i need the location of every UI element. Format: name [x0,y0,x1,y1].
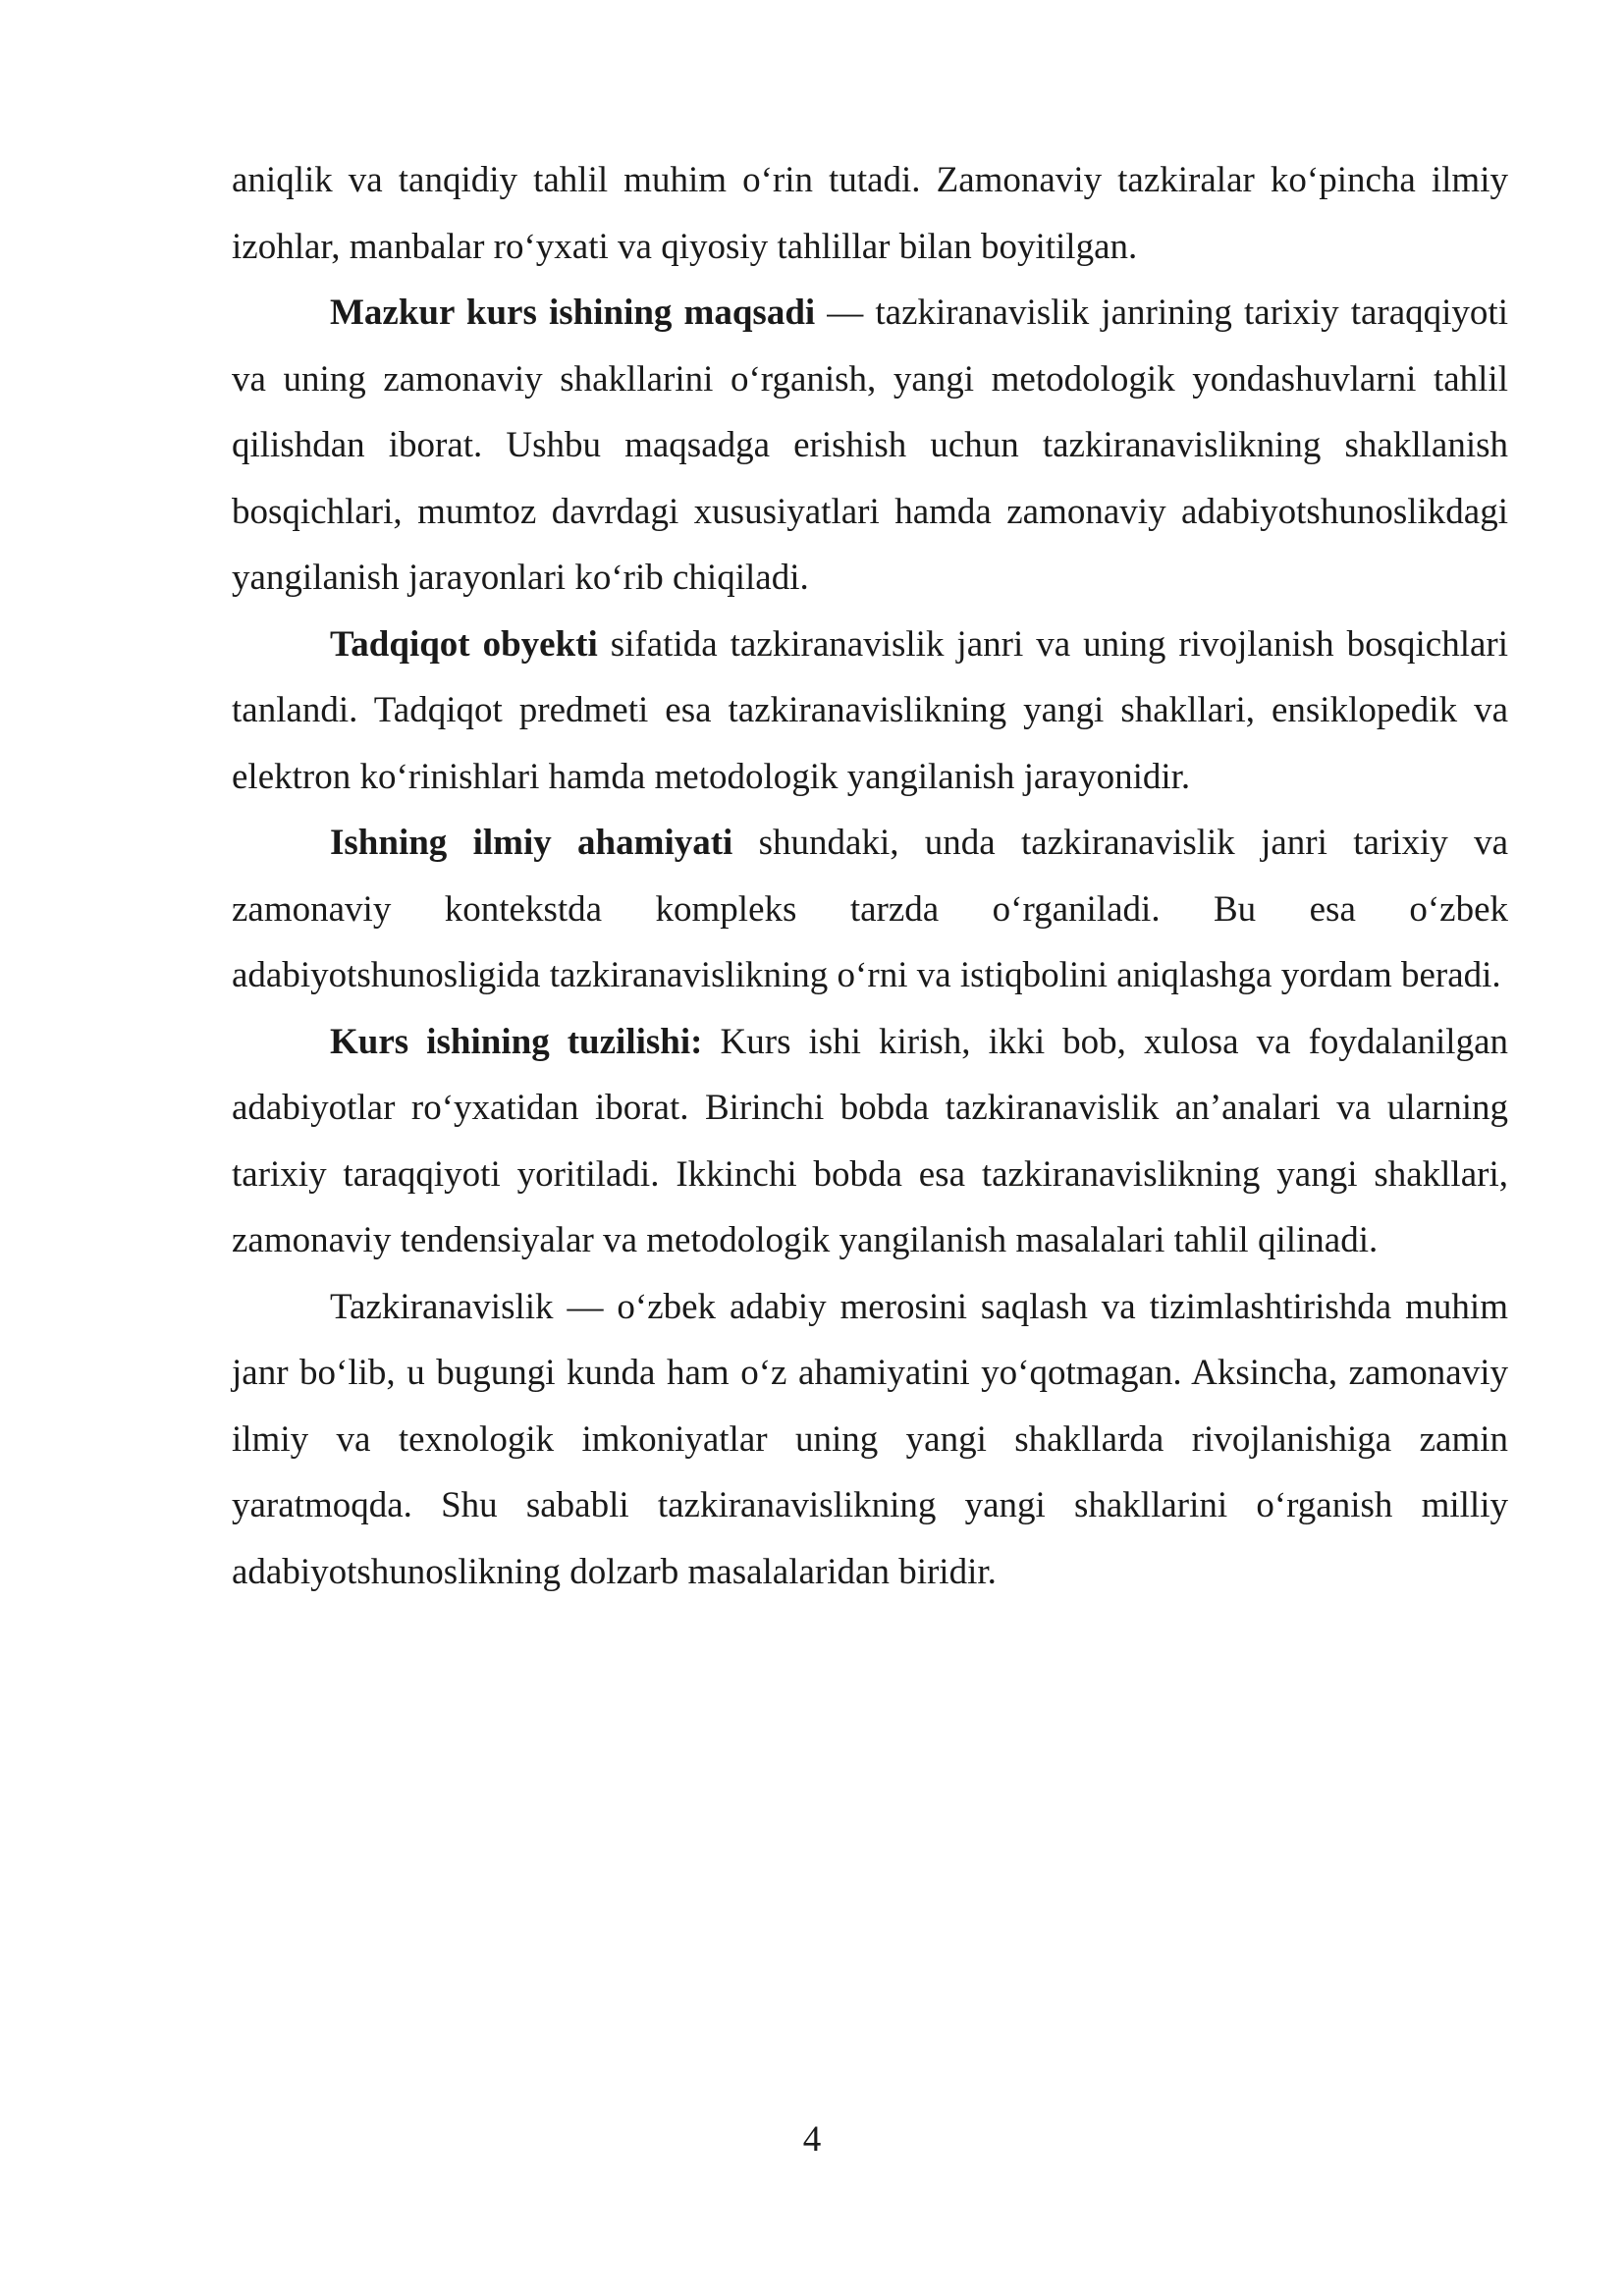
paragraph-text: Tazkiranavislik — o‘zbek adabiy merosini saqlash va tizimlashtirishda muhim janr bo‘lib, u bugungi kunda ham o‘z ahamiyatini yo‘qotmagan. Aksincha, zamonaviy ilmiy va texnologik imkoniyatlar uning yangi shakllarda rivojlanishiga zamin yaratmoqda. Shu sababli tazkiranavislikning yangi shakllarini o‘rganish milliy adabiyotshunoslikning dolzarb masalalaridan biridir. [232,1286,1508,1592]
paragraph-heading: Kurs ishining tuzilishi: [330,1021,703,1062]
page-number: 4 [802,2119,822,2160]
paragraph-text: aniqlik va tanqidiy tahlil muhim o‘rin tutadi. Zamonaviy tazkiralar ko‘pincha ilmiy izohlar, manbalar ro‘yxati va qiyosiy tahlillar bilan boyitilgan. [232,160,1508,267]
paragraph-text: Kurs ishi kirish, ikki bob, xulosa va foydalanilgan adabiyotlar ro‘yxatidan iborat. Birinchi bobda tazkiranavislik an’analari va ularning tarixiy taraqqiyoti yoritiladi. Ikkinchi bobda esa tazkiranavislikning yangi shakllari, zamonaviy tendensiyalar va metodologik yangilanish masalalari tahlil qilinadi. [232,1021,1508,1260]
page-body [232,147,1508,1605]
paragraph-text: sifatida tazkiranavislik janri va uning rivojlanish bosqichlari tanlandi. Tadqiqot predmeti esa tazkiranavislikning yangi shakllari, ensiklopedik va elektron ko‘rinishlari hamda metodologik yangilanish jarayonidir. [232,623,1509,797]
paragraph-heading: Tadqiqot obyekti [330,623,598,665]
paragraph-structure [232,1009,1508,1274]
paragraph-text: — tazkiranavislik janrining tarixiy taraqqiyoti va uning zamonaviy shakllarini o‘rganish, yangi metodologik yondashuvlarni tahlil qilishdan iborat. Ushbu maqsadga erishish uchun tazkiranavislikning shakllanish bosqichlari, mumtoz davrdagi xususiyatlari hamda zamonaviy adabiyotshunoslikdagi yangilanish jarayonlari ko‘rib chiqiladi. [232,293,1508,598]
paragraph-heading: Ishning ilmiy ahamiyati [330,823,733,863]
paragraph-text: shundaki, unda tazkiranavislik janri tarixiy va zamonaviy kontekstda kompleks tarzda o‘rganiladi. Bu esa o‘zbek adabiyotshunosligida tazkiranavislikning o‘rni va istiqbolini aniqlashga yordam beradi. [232,823,1508,995]
paragraph-purpose [232,280,1508,612]
paragraph-significance [232,810,1508,1009]
paragraph-continuation [232,147,1508,280]
paragraph-heading: Mazkur kurs ishining maqsadi [330,293,816,333]
paragraph-conclusion [232,1274,1508,1606]
paragraph-object [232,612,1508,811]
